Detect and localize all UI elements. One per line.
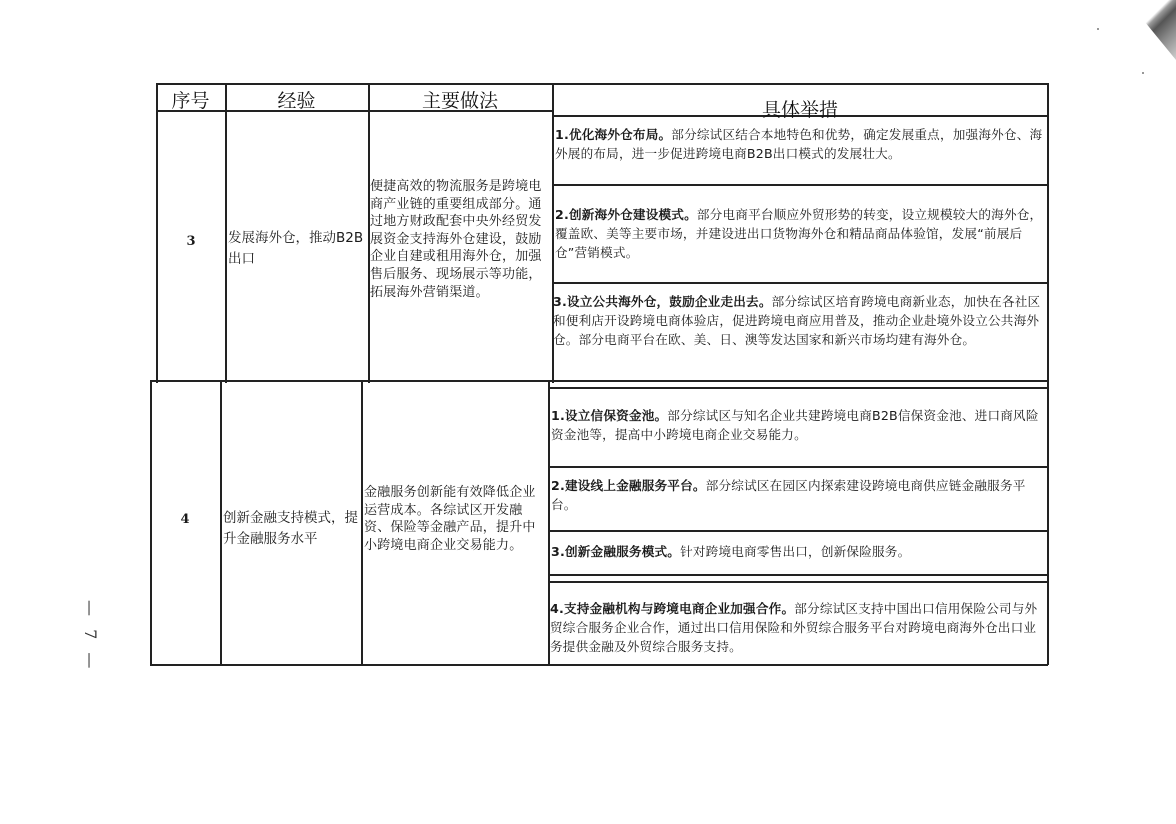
header-method: 主要做法 xyxy=(421,90,498,112)
measure-item xyxy=(551,476,1045,514)
measure-title: 4.支持金融机构与跨境电商企业加强合作。 xyxy=(550,601,795,616)
measure-text: 针对跨境电商零售出口，创新保险服务。 xyxy=(680,544,911,559)
page-number: — 7 — xyxy=(81,600,100,673)
measure-title: 3.设立公共海外仓，鼓励企业走出去。 xyxy=(553,294,772,309)
row-experience: 创新金融支持模式，提升金融服务水平 xyxy=(223,510,358,547)
measure-title: 1.优化海外仓布局。 xyxy=(555,127,672,142)
measure-text: 部分综试区支持中国出口信用保险公司与外贸综合服务企业合作，通过出口信用保险和外贸综合服务平台对跨境电商海外仓出口业务提供金融及外贸综合服务支持。 xyxy=(550,601,1038,654)
measure-text: 部分综试区结合本地特色和优势，确定发展重点，加强海外仓、海外展的布局，进一步促进跨境电商B2B出口模式的发展壮大。 xyxy=(555,127,1043,161)
measure-item xyxy=(551,542,1045,561)
measure-text: 部分综试区培育跨境电商新业态，加快在各社区和便利店开设跨境电商体验店，促进跨境电商应用普及，推动企业赴境外设立公共海外仓。部分电商平台在欧、美、日、澳等发达国家和新兴市场均建有海外仓。 xyxy=(553,294,1041,347)
row-method: 金融服务创新能有效降低企业运营成本。各综试区开发融资、保险等金融产品，提升中小跨境电商企业交易能力。 xyxy=(364,485,536,553)
measure-text: 部分综试区与知名企业共建跨境电商B2B信保资金池、进口商风险资金池等，提高中小跨境电商企业交易能力。 xyxy=(551,408,1039,442)
measure-text: 部分综试区在园区内探索建设跨境电商供应链金融服务平台。 xyxy=(551,478,1026,512)
measure-item xyxy=(555,125,1045,163)
measure-title: 1.设立信保资金池。 xyxy=(551,408,668,423)
header-no: 序号 xyxy=(171,90,210,112)
measure-title: 2.创新海外仓建设模式。 xyxy=(555,207,697,222)
header-measures: 具体举措 xyxy=(761,99,838,121)
measure-item xyxy=(550,599,1045,656)
row-number: 4 xyxy=(180,512,190,527)
measure-title: 2.建设线上金融服务平台。 xyxy=(551,478,706,493)
measure-text: 部分电商平台顺应外贸形势的转变，设立规模较大的海外仓，覆盖欧、美等主要市场，并建设进出口货物海外仓和精品商品体验馆，发展“前展后仓”营销模式。 xyxy=(555,207,1043,260)
row-method: 便捷高效的物流服务是跨境电商产业链的重要组成部分。通过地方财政配套中央外经贸发展资金支持海外仓建设，鼓励企业自建或租用海外仓，加强售后服务、现场展示等功能，拓展海外营销渠道。 xyxy=(370,179,542,300)
measure-item xyxy=(555,205,1045,262)
measure-item xyxy=(553,292,1046,349)
row-experience: 发展海外仓，推动B2B出口 xyxy=(228,230,364,267)
row-number: 3 xyxy=(186,234,196,249)
measure-title: 3.创新金融服务模式。 xyxy=(551,544,681,559)
header-experience: 经验 xyxy=(277,90,316,112)
measure-item xyxy=(551,406,1045,444)
